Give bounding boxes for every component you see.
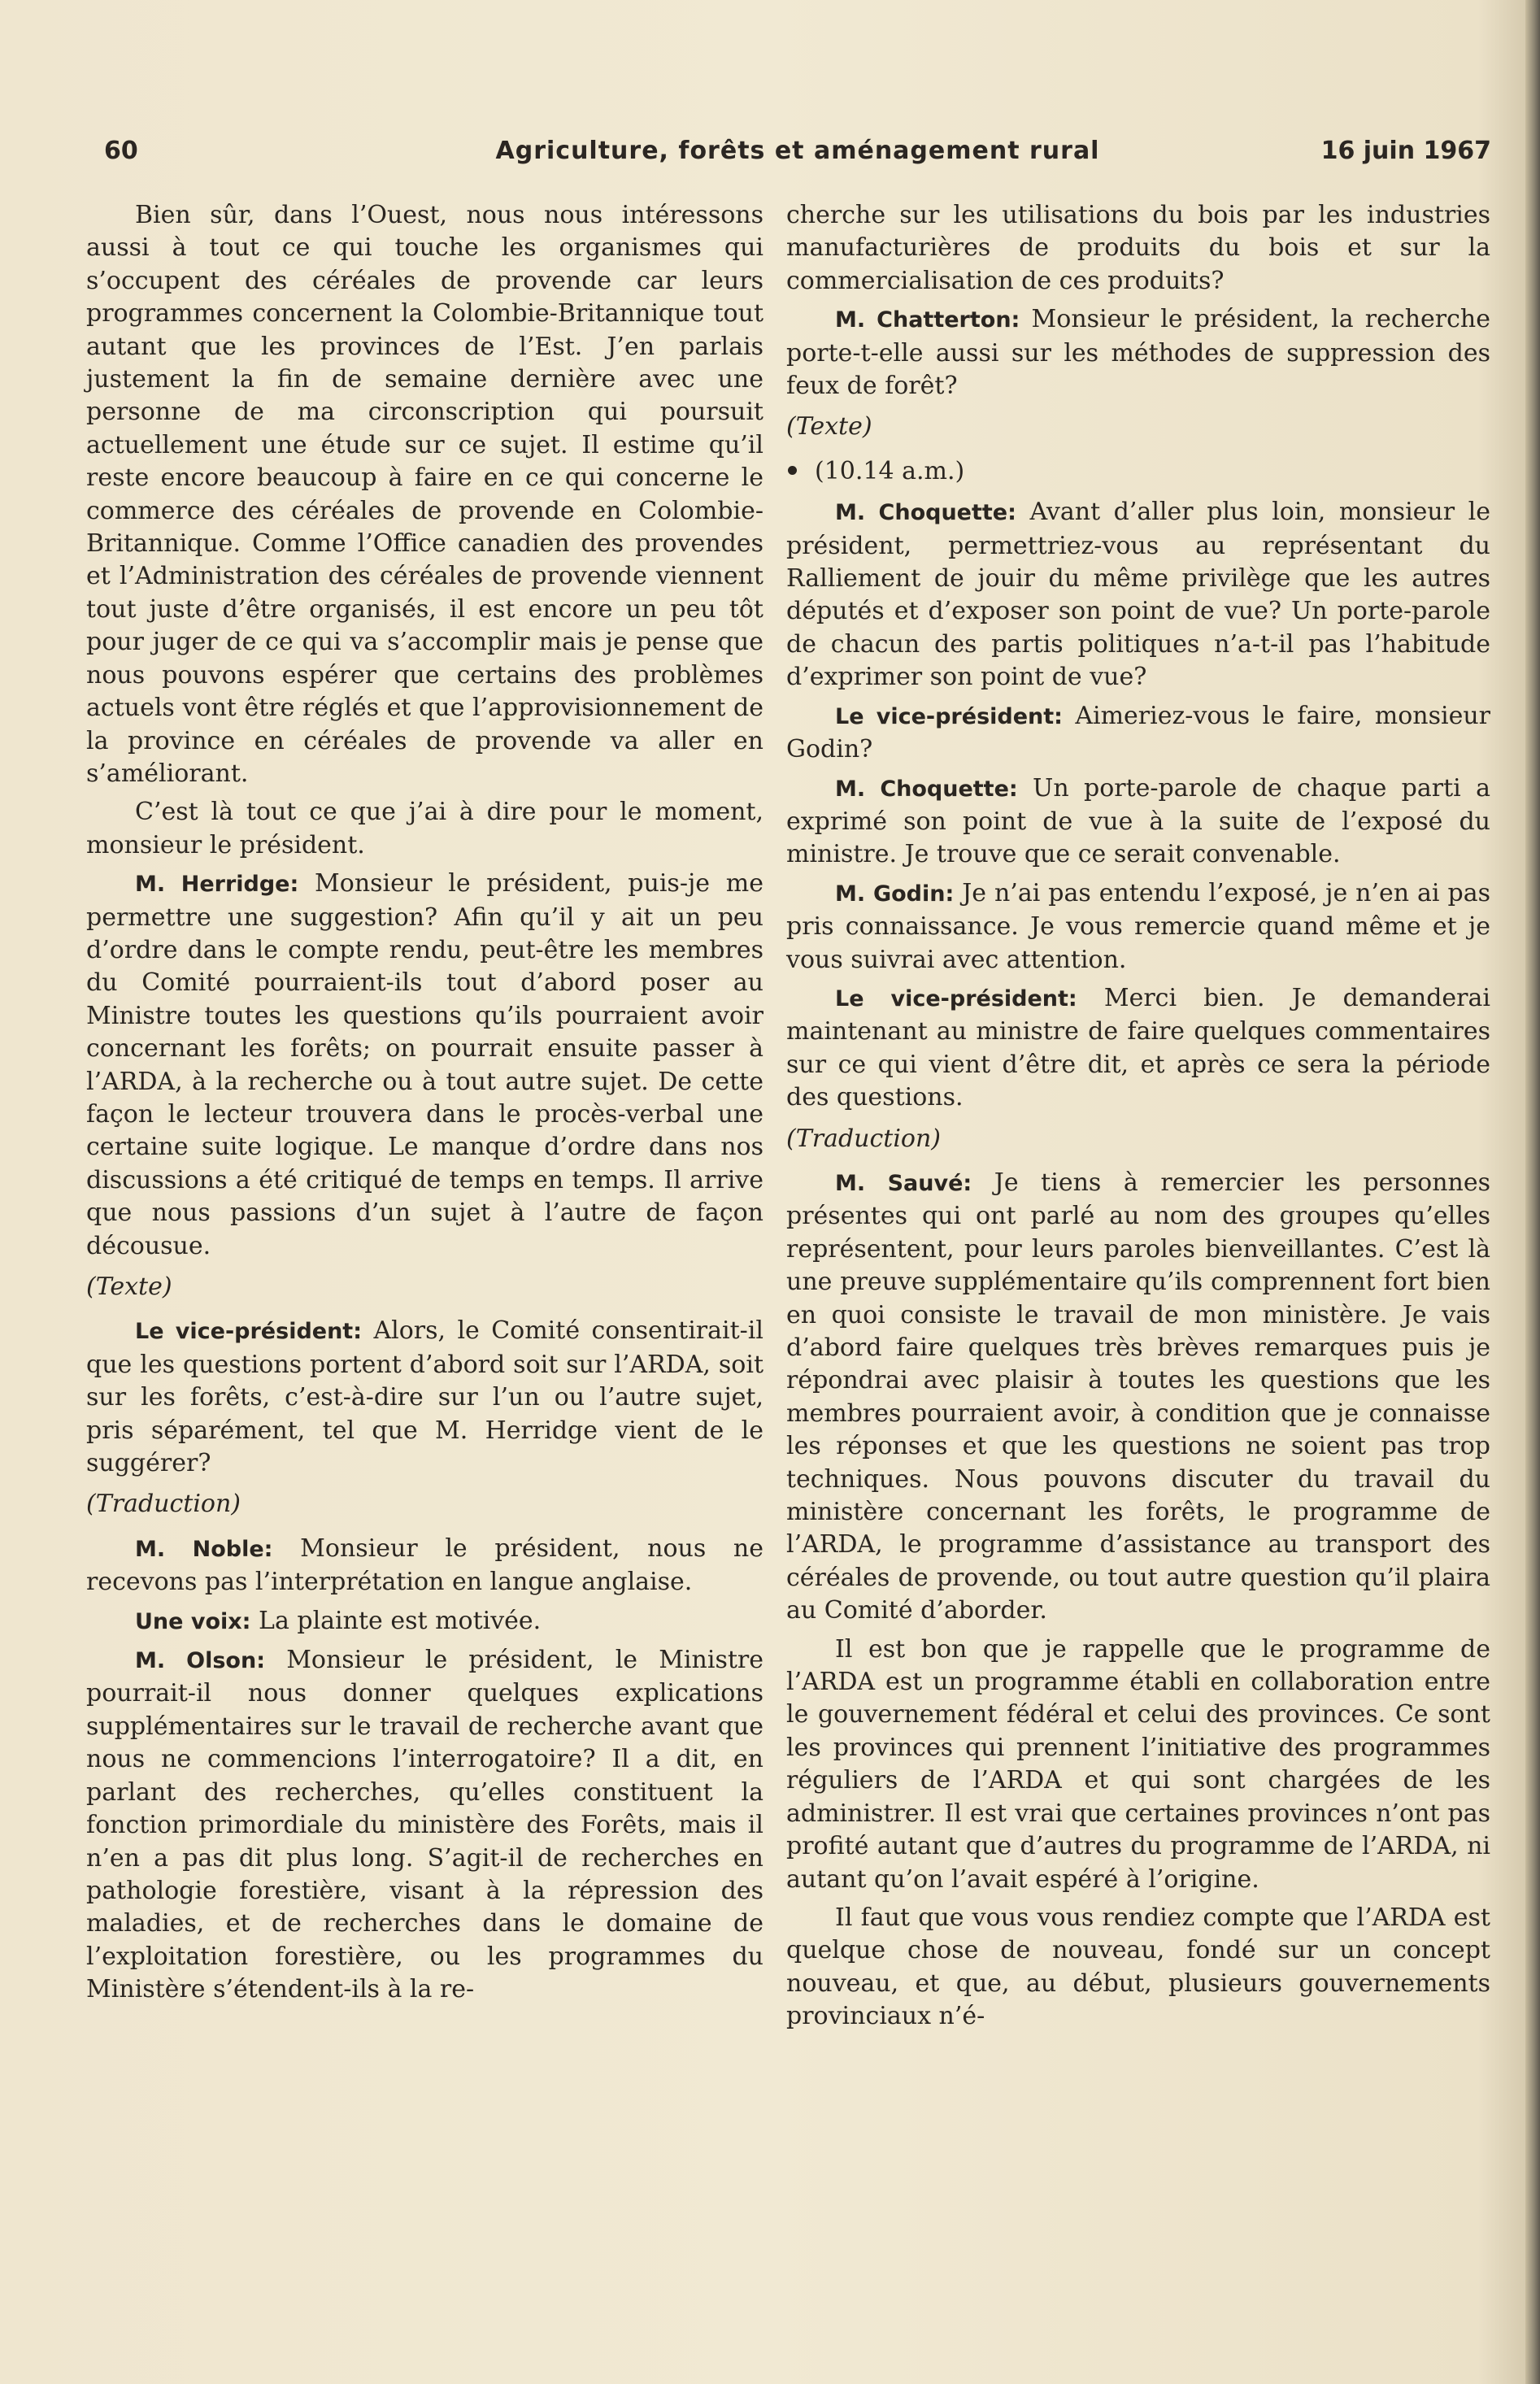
paragraph	[86, 796, 763, 862]
paragraph-text: Il faut que vous vous rendiez compte que l’ARDA est quelque chose de nouveau, fondé sur un concept nouveau, et que, au début, plusieurs gouvernements provinciaux n’é-	[786, 1903, 1490, 2031]
paragraph	[86, 1644, 763, 2006]
paragraph-text: Monsieur le président, la recherche porte-t-elle aussi sur les méthodes de suppression des feux de forêt?	[786, 305, 1490, 401]
paragraph	[786, 877, 1490, 977]
timestamp	[786, 455, 1490, 488]
paragraph-text: (10.14 a.m.)	[815, 456, 965, 485]
language-note	[786, 1123, 1490, 1155]
speaker-name: Le vice-président:	[135, 1319, 363, 1345]
speaker-name: Une voix:	[135, 1608, 251, 1634]
speaker-name: M. Olson:	[135, 1648, 266, 1674]
paragraph-text: Monsieur le président, puis-je me permettre une suggestion? Afin qu’il y ait un peu d’ordre dans le compte rendu, peut-être les membres du Comité pourraient-ils tout d’abord poser au Ministre toutes les questions qu’ils pourraient avoir concernant les forêts; on pourrait ensuite passer à l’ARDA, à la recherche ou à tout autre sujet. De cette façon le lecteur trouvera dans le procès-verbal une certaine suite logique. Le manque d’ordre dans nos discussions a été critiqué de temps en temps. Il arrive que nous passions d’un sujet à l’autre de façon décousue.	[86, 869, 763, 1260]
paragraph	[786, 1634, 1490, 1896]
paragraph	[786, 700, 1490, 767]
paragraph	[786, 303, 1490, 402]
paragraph	[86, 1533, 763, 1599]
language-note	[786, 411, 1490, 443]
running-title: Agriculture, forêts et aménagement rural	[495, 137, 1100, 165]
speaker-name: M. Sauvé:	[835, 1170, 972, 1196]
paragraph	[86, 1605, 763, 1638]
paragraph	[786, 982, 1490, 1115]
language-note	[86, 1271, 763, 1303]
paragraph	[786, 199, 1490, 298]
paragraph	[86, 1315, 763, 1480]
paragraph-text: (Texte)	[86, 1272, 172, 1301]
paragraph-text: Alors, le Comité consentirait-il que les questions portent d’abord soit sur l’ARDA, soit sur les forêts, c’est-à-dire sur l’un ou l’autre sujet, pris séparément, tel que M. Herridge vient de le suggérer?	[86, 1316, 763, 1478]
paragraph	[786, 1167, 1490, 1628]
paragraph-text: Merci bien. Je demanderai maintenant au ministre de faire quelques commentaires sur ce qui vient d’être dit, et après ce sera la période des questions.	[786, 983, 1491, 1112]
page-header	[104, 137, 1491, 172]
speaker-name: M. Chatterton:	[835, 307, 1020, 333]
bullet-icon	[788, 466, 797, 475]
paragraph-text: (Texte)	[786, 412, 872, 442]
paragraph	[786, 496, 1490, 694]
paragraph	[86, 199, 763, 790]
page-binding-edge	[1525, 0, 1540, 2384]
left-column	[86, 199, 763, 2232]
paragraph-text: Monsieur le président, nous ne recevons pas l’interprétation en langue anglaise.	[86, 1534, 763, 1597]
paragraph-text: (Traduction)	[86, 1490, 241, 1519]
speaker-name: M. Choquette:	[835, 500, 1016, 526]
paragraph-text: C’est là tout ce que j’ai à dire pour le moment, monsieur le président.	[86, 798, 763, 859]
paragraph-text: Aimeriez-vous le faire, monsieur Godin?	[786, 701, 1491, 764]
paragraph-text: cherche sur les utilisations du bois par les industries manufacturières de produits du bois et sur la commercialisation de ces produits?	[786, 201, 1490, 295]
speaker-name: M. Godin:	[835, 881, 955, 907]
header-date: 16 juin 1967	[1320, 137, 1491, 165]
paragraph	[86, 868, 763, 1263]
paragraph-text: La plainte est motivée.	[259, 1606, 542, 1635]
speaker-name: M. Herridge:	[135, 872, 299, 898]
speaker-name: Le vice-président:	[835, 703, 1063, 729]
paragraph-text: Avant d’aller plus loin, monsieur le président, permettriez-vous au représentant du Ralliement de jouir du même privilège que les autres députés et d’exposer son point de vue? Un porte-parole de chacun des partis politiques n’a-t-il pas l’habitude d’exprimer son point de vue?	[786, 498, 1490, 692]
paragraph-text: Il est bon que je rappelle que le programme de l’ARDA est un programme établi en collaboration entre le gouvernement fédéral et celui des provinces. Ce sont les provinces qui prennent l’initiative des programmes réguliers de l’ARDA et qui sont chargées de les administrer. Il est vrai que certaines provinces n’ont pas profité autant que d’autres du programme de l’ARDA, ni autant qu’on l’avait espéré à l’origine.	[786, 1634, 1490, 1894]
paragraph-text: Je n’ai pas entendu l’exposé, je n’en ai pas pris connaissance. Je vous remercie quand même et je vous suivrai avec attention.	[786, 878, 1490, 974]
speaker-name: M. Choquette:	[835, 776, 1018, 802]
paragraph-text: Monsieur le président, le Ministre pourrait-il nous donner quelques explications supplémentaires sur le travail de recherche avant que nous ne commencions l’interrogatoire? Il a dit, en parlant des recherches, qu’elles constituent la fonction primordiale du ministère des Forêts, mais il n’en a pas dit plus long. S’agit-il de recherches en pathologie forestière, visant à la répression des maladies, et de recherches dans le domaine de l’exploitation forestière, ou les programmes du Ministère s’étendent-ils à la re-	[86, 1646, 763, 2004]
paragraph-text: Je tiens à remercier les personnes présentes qui ont parlé au nom des groupes qu’elles représentent, pour leurs paroles bienveillantes. C’est là une preuve supplémentaire qu’ils comprennent fort bien en quoi consiste le travail de mon ministère. Je vais d’abord faire quelques très brèves remarques puis je répondrai avec plaisir à toutes les questions que les membres pourraient avoir, à condition que je connaisse les réponses et que les questions ne soient pas trop techniques. Nous pouvons discuter du travail du ministère concernant les forêts, le programme de l’ARDA, le programme d’assistance au transport des céréales de provende, ou tout autre question qu’il plaira au Comité d’aborder.	[786, 1168, 1490, 1625]
page-number: 60	[104, 137, 138, 165]
paragraph	[786, 1902, 1490, 2034]
paragraph-text: Un porte-parole de chaque parti a exprimé son point de vue à la suite de l’exposé du ministre. Je trouve que ce serait convenable.	[786, 773, 1490, 869]
paragraph-text: (Traduction)	[786, 1124, 942, 1153]
speaker-name: Le vice-président:	[835, 985, 1077, 1011]
speaker-name: M. Noble:	[135, 1536, 273, 1562]
paragraph-text: Bien sûr, dans l’Ouest, nous nous intéressons aussi à tout ce qui touche les organismes qui s’occupent des céréales de provende car leurs programmes concernent la Colombie-Britannique tout autant que les provinces de l’Est. J’en parlais justement la fin de semaine dernière avec une personne de ma circonscription qui poursuit actuellement une étude sur ce sujet. Il estime qu’il reste encore beaucoup à faire en ce qui concerne le commerce des céréales de provende en Colombie-Britannique. Comme l’Office canadien des provendes et l’Administration des céréales de provende viennent tout juste d’être organisés, il est encore un peu tôt pour juger de ce qui va s’accomplir mais je pense que nous pouvons espérer que certains des problèmes actuels vont être réglés et que l’approvisionnement de la province en céréales de provende va aller en s’améliorant.	[86, 201, 763, 788]
paragraph	[786, 772, 1490, 872]
language-note	[86, 1488, 763, 1520]
right-column	[786, 199, 1490, 2232]
